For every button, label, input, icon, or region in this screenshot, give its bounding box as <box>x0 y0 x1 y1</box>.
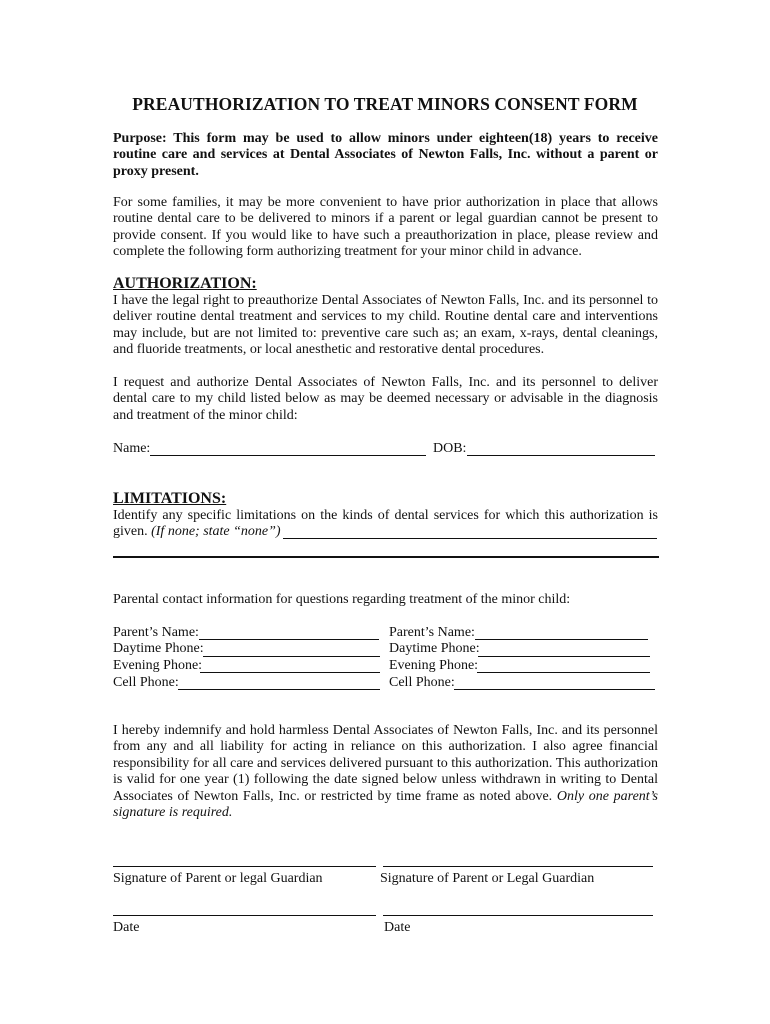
limitations-heading: LIMITATIONS: <box>113 490 227 507</box>
left-evening-phone-label: Evening Phone: <box>113 658 203 673</box>
left-daytime-phone-label: Daytime Phone: <box>113 641 204 656</box>
form-title: PREAUTHORIZATION TO TREAT MINORS CONSENT FORM <box>132 94 638 114</box>
child-name-label: Name: <box>113 441 151 456</box>
limitations-text <box>113 508 658 541</box>
limitations-body: Identify any specific limitations on the kinds of dental services for which this authorization is given. <box>113 508 658 540</box>
limitations-hint: (If none; state “none”) <box>151 524 281 540</box>
left-date-label: Date <box>113 920 140 935</box>
left-signature-label: Signature of Parent or legal Guardian <box>113 871 323 886</box>
right-signature-field[interactable] <box>383 866 653 867</box>
section-divider <box>113 556 659 558</box>
contact-intro: Parental contact information for questions regarding treatment of the minor child: <box>113 592 571 607</box>
left-parent-name-label: Parent’s Name: <box>113 625 199 640</box>
right-evening-phone-field[interactable] <box>477 672 650 673</box>
request-paragraph: I request and authorize Dental Associates of Newton Falls, Inc. and its personnel to deliver dental care to my child listed below as may be deemed necessary or advisable in the diagnosis and treatment of the minor child: <box>113 375 658 423</box>
authorization-paragraph: I have the legal right to preauthorize Dental Associates of Newton Falls, Inc. and its personnel to deliver routine dental treatment and services to my child. Routine dental care and interventions may include, but are not limited to: preventive care such as; an exam, x-rays, dental cleanings, and fluoride treatments, or local anesthetic and restorative dental procedures. <box>113 293 658 358</box>
right-daytime-phone-field[interactable] <box>478 656 650 657</box>
dob-label: DOB: <box>433 441 467 456</box>
left-cell-phone-label: Cell Phone: <box>113 675 179 690</box>
single-signature-note: Only one parent’s signature is required. <box>113 788 658 821</box>
left-date-field[interactable] <box>113 915 376 916</box>
authorization-heading: AUTHORIZATION: <box>113 275 257 292</box>
indemnity-body: I hereby indemnify and hold harmless Dental Associates of Newton Falls, Inc. and its personnel from any and all liability for acting in reliance on this authorization. I also agree financial responsibility for all care and services delivered pursuant to this authorization. This authorization is valid for one year (1) following the date signed below unless withdrawn in writing to Dental Associates of Newton Falls, Inc. or restricted by time frame as noted above. <box>113 723 658 804</box>
intro-paragraph: For some families, it may be more convenient to have prior authorization in place that allows routine dental care to be delivered to minors if a parent or legal guardian cannot be present to provide consent. If you would like to have such a preauthorization in place, please review and complete the following form authorizing treatment for your minor child in advance. <box>113 195 658 260</box>
child-name-field[interactable] <box>150 455 426 456</box>
right-evening-phone-label: Evening Phone: <box>389 658 479 673</box>
right-parent-name-label: Parent’s Name: <box>389 625 475 640</box>
right-date-label: Date <box>384 920 411 935</box>
purpose-statement: Purpose: This form may be used to allow minors under eighteen(18) years to receive routine care and services at Dental Associates of Newton Falls, Inc. without a parent or proxy present. <box>113 131 658 179</box>
limitations-field[interactable] <box>283 538 657 539</box>
right-cell-phone-label: Cell Phone: <box>389 675 455 690</box>
right-date-field[interactable] <box>383 915 653 916</box>
right-parent-name-field[interactable] <box>475 639 648 640</box>
left-signature-field[interactable] <box>113 866 376 867</box>
indemnity-paragraph <box>113 723 658 821</box>
right-cell-phone-field[interactable] <box>454 689 655 690</box>
left-daytime-phone-field[interactable] <box>203 656 380 657</box>
left-evening-phone-field[interactable] <box>200 672 380 673</box>
dob-field[interactable] <box>467 455 655 456</box>
right-signature-label: Signature of Parent or Legal Guardian <box>380 871 595 886</box>
left-parent-name-field[interactable] <box>199 639 379 640</box>
left-cell-phone-field[interactable] <box>178 689 380 690</box>
right-daytime-phone-label: Daytime Phone: <box>389 641 480 656</box>
